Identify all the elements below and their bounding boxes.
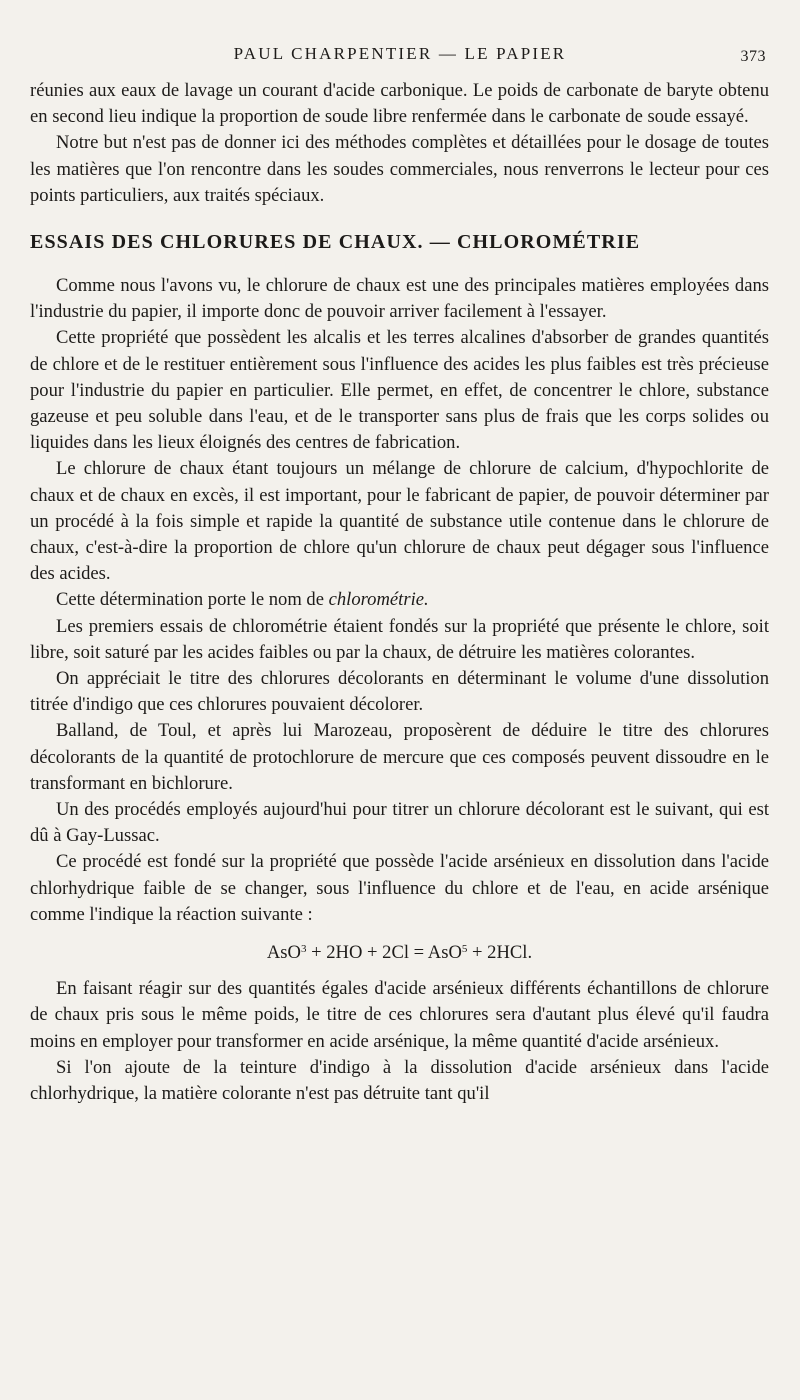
formula-part: + 2HO + 2Cl = AsO — [306, 942, 462, 964]
page-header — [0, 44, 800, 74]
definition-text: Cette détermination porte le nom de — [56, 589, 329, 611]
paragraph-indigo: On appréciait le titre des chlorures décolorants en déterminant le volume d'une dissolution titrée d'indigo que ces chlorures pouvaient décolorer. — [30, 668, 769, 716]
paragraph-definition — [30, 587, 769, 613]
paragraph-property: Cette propriété que possèdent les alcalis et les terres alcalines d'absorber de grandes quantités de chlore et de le restituer entièrement sous l'influence des acides les plus faibles est très précieuse pour l'industrie du papier en particulier. Elle permet, en effet, de concentrer le chlore, substance gazeuse et peu soluble dans l'eau, et de le transporter sans plus de frais que les corps solides ou liquides dans les lieux éloignés des centres de fabrication. — [30, 327, 769, 454]
paragraph-balland: Balland, de Toul, et après lui Marozeau, proposèrent de déduire le titre des chlorures décolorants de la quantité de protochlorure de mercure que ces composés peuvent dissoudre en le transformant en bichlorure. — [30, 720, 769, 794]
paragraph-methods: Notre but n'est pas de donner ici des méthodes complètes et détaillées pour le dosage de toutes les matières que l'on rencontre dans les soudes commerciales, nous renverrons le lecteur pour ces points particuliers, aux traités spéciaux. — [30, 132, 769, 206]
definition-term: chlorométrie. — [328, 589, 429, 611]
formula-part: + 2HCl. — [467, 942, 533, 964]
formula-sub: 3 — [300, 943, 307, 956]
paragraph-indigo-tincture: Si l'on ajoute de la teinture d'indigo à la dissolution d'acide arsénieux dans l'acide chlorhydrique, la matière colorante n'est pas détruite tant qu'il — [30, 1056, 769, 1104]
page-body — [30, 78, 769, 1107]
page-number: 373 — [740, 48, 766, 65]
paragraph-gay-lussac: Un des procédés employés aujourd'hui pour titrer un chlorure décolorant est le suivant, qui est dû à Gay-Lussac. — [30, 799, 769, 847]
running-head: PAUL CHARPENTIER — LE PAPIER — [233, 44, 567, 63]
formula-sub: 5 — [461, 943, 468, 956]
paragraph-continued: réunies aux eaux de lavage un courant d'acide carbonique. Le poids de carbonate de baryte obtenu en second lieu indique la proportion de soude libre renfermée dans le carbonate de soude essayé. — [30, 80, 769, 128]
section-title: ESSAIS DES CHLORURES DE CHAUX. — CHLOROMÉTRIE — [30, 231, 641, 254]
paragraph-early-tests: Les premiers essais de chlorométrie étaient fondés sur la propriété que présente le chlore, soit libre, soit saturé par les acides faibles ou par la chaux, de détruire les matières colorantes. — [30, 615, 769, 663]
paragraph-composition: Le chlorure de chaux étant toujours un mélange de chlorure de calcium, d'hypochlorite de chaux et de chaux en excès, il est important, pour le fabricant de papier, de pouvoir déterminer par un procédé à la fois simple et rapide la quantité de substance utile contenue dans le chlorure de chaux, c'est-à-dire la proportion de chlore qu'un chlorure de chaux peut dégager sous l'influence des acides. — [30, 458, 769, 585]
paragraph-samples: En faisant réagir sur des quantités égales d'acide arsénieux différents échantillons de chlorure de chaux pris sous le même poids, le titre de ces chlorures sera d'autant plus élevé qu'il faudra moins en employer pour transformer en acide arsénique, la même quantité d'acide arsénieux. — [30, 978, 769, 1052]
formula-part: AsO — [266, 942, 301, 964]
paragraph-intro: Comme nous l'avons vu, le chlorure de chaux est une des principales matières employées dans l'industrie du papier, il importe donc de pouvoir arriver facilement à l'essayer. — [30, 275, 769, 323]
reaction-formula — [30, 936, 769, 966]
paragraph-arsenious: Ce procédé est fondé sur la propriété que possède l'acide arsénieux en dissolution dans l'acide chlorhydrique faible de se changer, sous l'influence du chlore et de l'eau, en acide arsénique comme l'indique la réaction suivante : — [30, 851, 769, 925]
